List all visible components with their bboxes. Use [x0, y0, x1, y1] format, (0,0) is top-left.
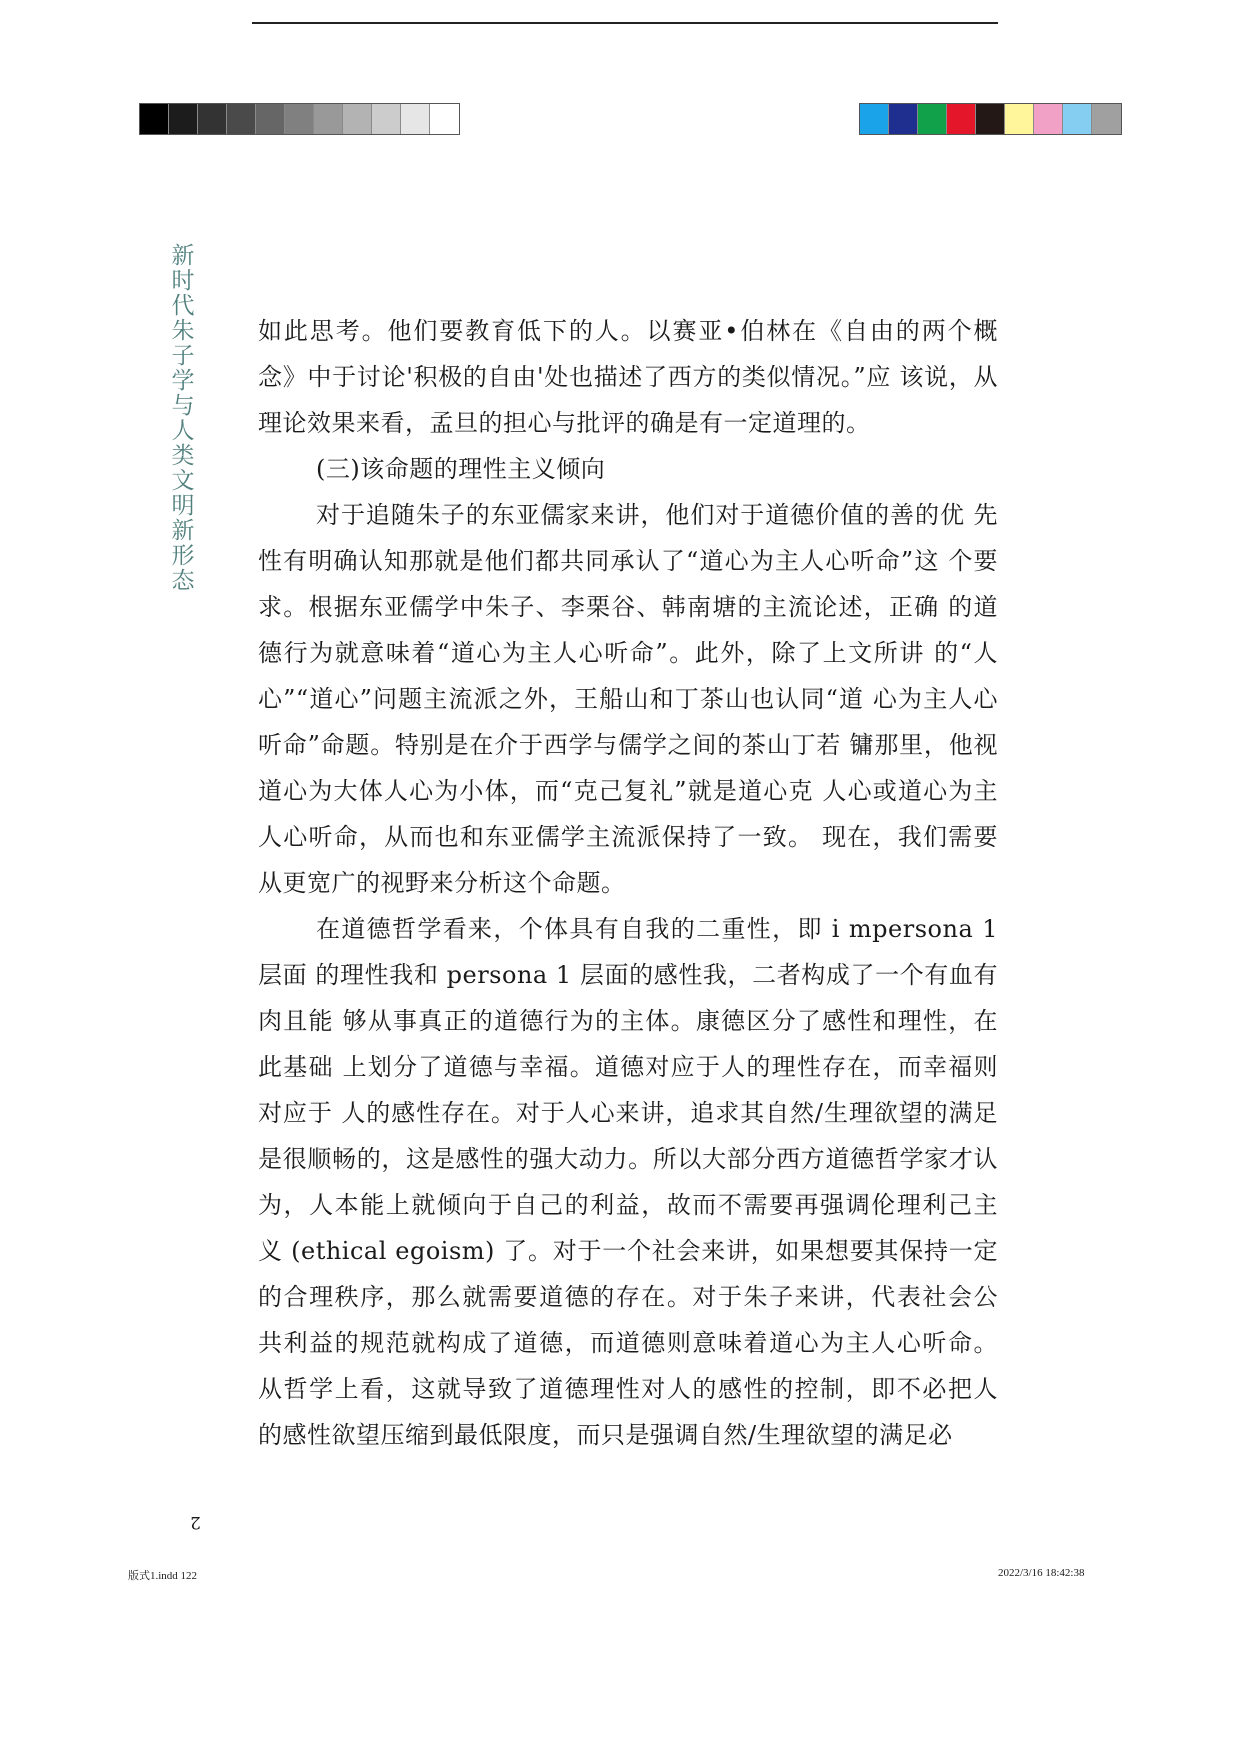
- color-swatch: [1063, 104, 1092, 134]
- color-swatch: [918, 104, 947, 134]
- color-swatch: [227, 104, 256, 134]
- color-swatch: [1092, 104, 1121, 134]
- color-swatch: [198, 104, 227, 134]
- color-swatch: [1005, 104, 1034, 134]
- color-swatch: [430, 104, 459, 134]
- color-swatch: [285, 104, 314, 134]
- color-swatch: [343, 104, 372, 134]
- color-swatch: [1034, 104, 1063, 134]
- paragraph-continuation: 如此思考。他们要教育低下的人。以赛亚•伯林在《自由的两个概 念》中于讨论'积极的自由'处也描述了西方的类似情况。”应 该说，从理论效果来看，孟旦的担心与批评的确是有一定道理的。: [258, 317, 998, 437]
- color-registration-strip: [859, 103, 1122, 135]
- color-swatch: [256, 104, 285, 134]
- color-swatch: [140, 104, 169, 134]
- color-swatch: [976, 104, 1005, 134]
- paragraph: 在道德哲学看来，个体具有自我的二重性，即 i mpersona 1 层面 的理性我和 persona 1 层面的感性我，二者构成了一个有血有肉且能 够从事真正的道德行为的主体。康德区分了感性和理性，在此基础 上划分了道德与幸福。道德对应于人的理性存在，而幸福则对应于 人的感性存在。对于人心来讲，追求其自然/生理欲望的满足是很顺畅的，这是感性的强大动力。所以大部分西方道德哲学家才认 为，人本能上就倾向于自己的利益，故而不需要再强调伦理利己主 义 (ethical egoism) 了。对于一个社会来讲，如果想要其保持一定 的合理秩序，那么就需要道德的存在。对于朱子来讲，代表社会公 共利益的规范就构成了道德，而道德则意味着道心为主人心听命。 从哲学上看，这就导致了道德理性对人的感性的控制，即不必把人 的感性欲望压缩到最低限度，而只是强调自然/生理欲望的满足必: [258, 915, 998, 1449]
- paragraph: 对于追随朱子的东亚儒家来讲，他们对于道德价值的善的优 先性有明确认知那就是他们都共同承认了“道心为主人心听命”这 个要求。根据东亚儒学中朱子、李栗谷、韩南塘的主流论述，正确 的道德行为就意味着“道心为主人心听命”。此外，除了上文所讲 的“人心”“道心”问题主流派之外，王船山和丁茶山也认同“道 心为主人心听命”命题。特别是在介于西学与儒学之间的茶山丁若 镛那里，他视道心为大体人心为小体，而“克己复礼”就是道心克 人心或道心为主人心听命，从而也和东亚儒学主流派保持了一致。 现在，我们需要从更宽广的视野来分析这个命题。: [258, 501, 998, 897]
- footer-file-name: 版式1.indd 122: [128, 1570, 198, 1582]
- color-swatch: [401, 104, 430, 134]
- color-swatch: [889, 104, 918, 134]
- running-title: 新时代朱子学与人类文明新形态: [171, 243, 195, 594]
- footer-timestamp: 2022/3/16 18:42:38: [998, 1567, 1085, 1579]
- body-text: [258, 308, 998, 1458]
- section-heading: (三)该命题的理性主义倾向: [316, 455, 606, 483]
- color-swatch: [947, 104, 976, 134]
- color-swatch: [372, 104, 401, 134]
- page-number: 2: [190, 1512, 201, 1532]
- color-swatch: [314, 104, 343, 134]
- color-swatch: [860, 104, 889, 134]
- grayscale-registration-strip: [139, 103, 460, 135]
- color-swatch: [169, 104, 198, 134]
- header-rule: [252, 22, 998, 24]
